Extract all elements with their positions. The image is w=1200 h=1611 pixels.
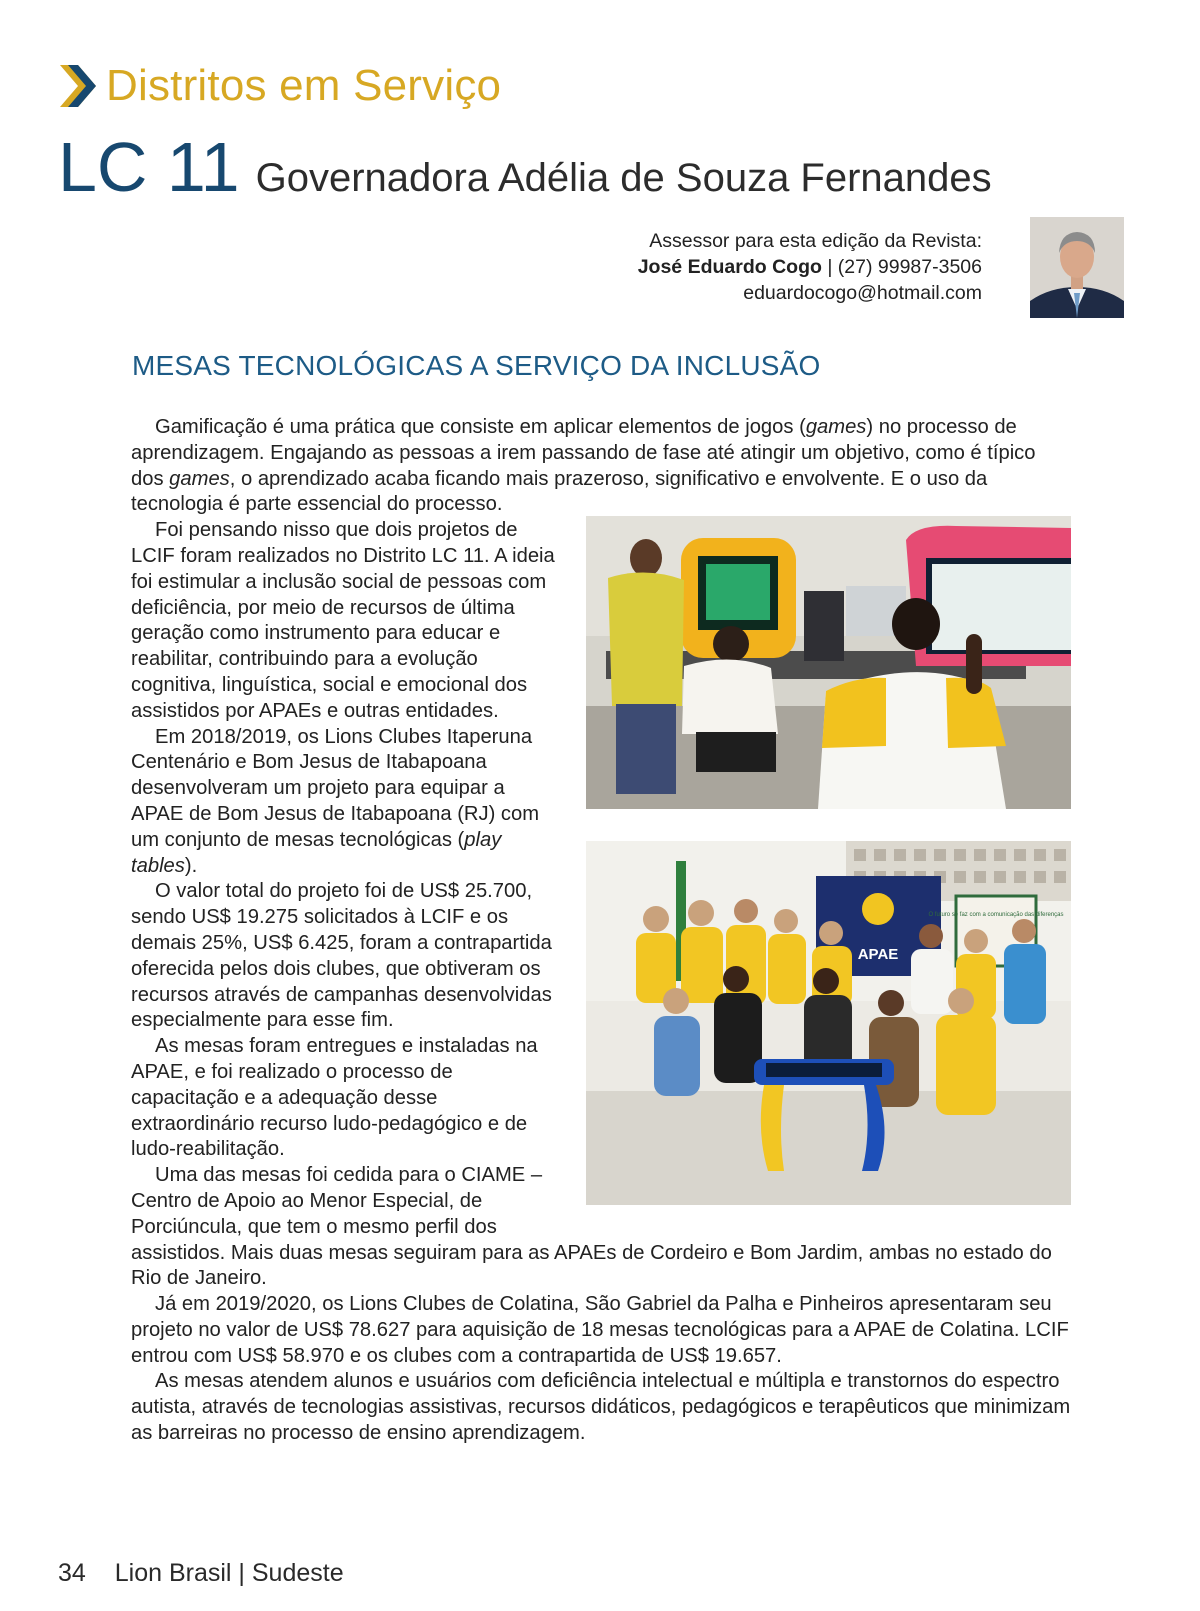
paragraph-1 bbox=[131, 415, 1071, 518]
p3-text-a: Em 2018/2019, os Lions Clubes Itaperuna Centenário e Bom Jesus de Itabapoana desenvolveram um projeto para equipar a APAE de Bom Jesus de Itabapoana (RJ) com um conjunto de mesas tecnológicas ( bbox=[131, 725, 540, 851]
p1-text-a: Gamificação é uma prática que consiste em aplicar elementos de jogos ( bbox=[155, 416, 806, 438]
advisor-phone: | (27) 99987-3506 bbox=[827, 256, 982, 278]
page-footer bbox=[58, 1559, 344, 1588]
photo-group-apae bbox=[586, 841, 1071, 1205]
page-number: 34 bbox=[58, 1559, 86, 1587]
paragraph-6: Uma das mesas foi cedida para o CIAME – Centro de Apoio ao Menor Especial, de Porciúncula, que tem o mesmo perfil dos assistidos. Mais duas mesas seguiram para as APAEs de Cordeiro e Bom Jardim, ambas no estado do Rio de Janeiro. bbox=[131, 1164, 1052, 1290]
section-header bbox=[58, 58, 501, 114]
p1-italic-games-2: games bbox=[169, 467, 230, 490]
paragraph-5: As mesas foram entregues e instaladas na APAE, e foi realizado o processo de capacitação e a adequação desse extraordinário recurso ludo-pedagógico e de ludo-reabilitação. bbox=[131, 1035, 538, 1161]
p3-italic-play-tables: play tables bbox=[131, 828, 502, 877]
p3-text-c: ). bbox=[184, 854, 198, 877]
district-code: LC 11 bbox=[58, 128, 240, 206]
article-title: MESAS TECNOLÓGICAS A SERVIÇO DA INCLUSÃO bbox=[132, 350, 821, 381]
advisor-portrait bbox=[1030, 217, 1124, 318]
advisor-name: José Eduardo Cogo bbox=[637, 256, 822, 278]
advisor-email: eduardocogo@hotmail.com bbox=[743, 282, 982, 304]
paragraph-8: As mesas atendem alunos e usuários com deficiência intelectual e múltipla e transtornos do espectro autista, através de tecnologias assistivas, recursos didáticos, pedagógicos e terapêuticos que minimizam as barreiras no processo de ensino aprendizagem. bbox=[131, 1370, 1071, 1445]
apae-banner-text: APAE bbox=[857, 946, 899, 963]
section-title: Distritos em Serviço bbox=[106, 61, 502, 110]
paragraph-4: O valor total do projeto foi de US$ 25.700, sendo US$ 19.275 solicitados à LCIF e os demais 25%, US$ 6.425, foram a contrapartida oferecida pelos dois clubes, que obtiveram os recursos através de campanhas desenvolvidas especialmente para esse fim. bbox=[131, 880, 552, 1032]
wall-sign-text: O futuro se faz com a comunicação das diferenças bbox=[928, 912, 1064, 918]
p1-italic-games-1: games bbox=[805, 416, 867, 438]
chevron-right-icon bbox=[58, 63, 98, 109]
paragraph-7: Já em 2019/2020, os Lions Clubes de Colatina, São Gabriel da Palha e Pinheiros apresentaram seu projeto no valor de US$ 78.627 para aquisição de 18 mesas tecnológicas para a APAE de Colatina. LCIF entrou com US$ 58.970 e os clubes com a contrapartida de US$ 19.657. bbox=[131, 1293, 1069, 1367]
advisor-label: Assessor para esta edição da Revista: bbox=[649, 230, 982, 252]
advisor-info bbox=[638, 228, 982, 306]
float-spacer bbox=[1061, 415, 1071, 510]
article-body bbox=[131, 415, 1071, 1447]
p1-text-e: , o aprendizado acaba ficando mais prazeroso, significativo e envolvente. E o uso da tecnologia é parte essencial do processo. bbox=[131, 467, 988, 516]
p1-text-c: ) no processo de aprendizagem. Engajando as pessoas a irem passando de fase até atingir um objetivo, como é típico dos bbox=[131, 416, 1036, 490]
publication-name: Lion Brasil | Sudeste bbox=[114, 1559, 344, 1587]
district-heading bbox=[58, 128, 992, 206]
paragraph-2: Foi pensando nisso que dois projetos de LCIF foram realizados no Distrito LC 11. A ideia foi estimular a inclusão social de pessoas com deficiência, por meio de recursos de última geração como instrumento para educar e reabilitar, contribuindo para a evolução cognitiva, linguística, social e emocional dos assistidos por APAEs e outras entidades. bbox=[131, 519, 555, 722]
advisor-contact bbox=[638, 254, 982, 280]
district-governor: Governadora Adélia de Souza Fernandes bbox=[255, 156, 992, 200]
photo-play-tables bbox=[586, 516, 1071, 809]
